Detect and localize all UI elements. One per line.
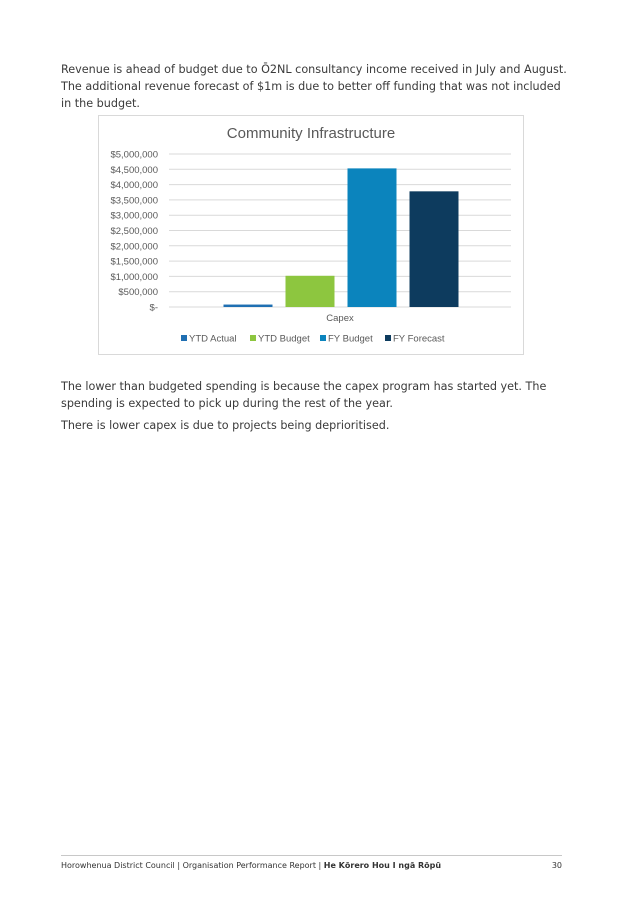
legend-label: FY Budget xyxy=(328,333,373,345)
legend-item xyxy=(250,334,310,345)
gridlines xyxy=(169,154,511,307)
y-tick-label: $4,000,000 xyxy=(110,180,158,192)
page-footer xyxy=(61,861,562,870)
y-tick-label: $1,000,000 xyxy=(110,271,158,283)
y-tick-label: $2,000,000 xyxy=(110,241,158,253)
capex-paragraph: There is lower capex is due to projects being deprioritised. xyxy=(61,419,390,432)
x-axis-categories xyxy=(326,313,354,324)
y-tick-label: $2,500,000 xyxy=(110,226,158,237)
page-number: 30 xyxy=(551,861,562,870)
bar-ytd-actual xyxy=(224,305,273,307)
bar-ytd-budget xyxy=(286,276,335,307)
legend-swatch xyxy=(385,335,391,341)
legend-item xyxy=(385,334,445,345)
community-infrastructure-chart xyxy=(98,115,524,355)
y-tick-label: $- xyxy=(149,302,158,314)
x-category-label: Capex xyxy=(326,313,354,324)
y-tick-label: $4,500,000 xyxy=(110,164,158,176)
chart-title: Community Infrastructure xyxy=(226,125,396,142)
y-tick-label: $1,500,000 xyxy=(110,256,158,268)
chart-svg xyxy=(99,116,523,354)
footer-org-text: Horowhenua District Council | Organisation Performance Report | xyxy=(61,861,324,870)
legend-label: FY Forecast xyxy=(393,333,445,345)
intro-paragraph: Revenue is ahead of budget due to Ō2NL consultancy income received in July and August. The additional revenue forecast of $1m is due to better off funding that was not included in the budget. xyxy=(61,63,567,110)
legend xyxy=(181,334,445,345)
y-tick-label: $5,000,000 xyxy=(110,149,158,161)
legend-label: YTD Budget xyxy=(258,333,310,345)
y-axis-ticks xyxy=(110,150,158,314)
bar-fy-budget xyxy=(348,168,397,307)
y-tick-label: $3,500,000 xyxy=(110,195,158,207)
spending-paragraph: The lower than budgeted spending is because the capex program has started yet. The spending is expected to pick up during the rest of the year. xyxy=(61,380,547,410)
bars xyxy=(224,168,459,307)
y-tick-label: $500,000 xyxy=(118,287,158,299)
legend-label: YTD Actual xyxy=(189,333,237,345)
bar-fy-forecast xyxy=(410,191,459,307)
footer-divider xyxy=(61,855,562,856)
legend-swatch xyxy=(320,335,326,341)
legend-item xyxy=(320,334,373,345)
y-tick-label: $3,000,000 xyxy=(110,210,158,222)
legend-item xyxy=(181,334,237,345)
legend-swatch xyxy=(181,335,187,341)
footer-section-title: He Kōrero Hou I ngā Rōpū xyxy=(323,861,442,870)
legend-swatch xyxy=(250,335,256,341)
